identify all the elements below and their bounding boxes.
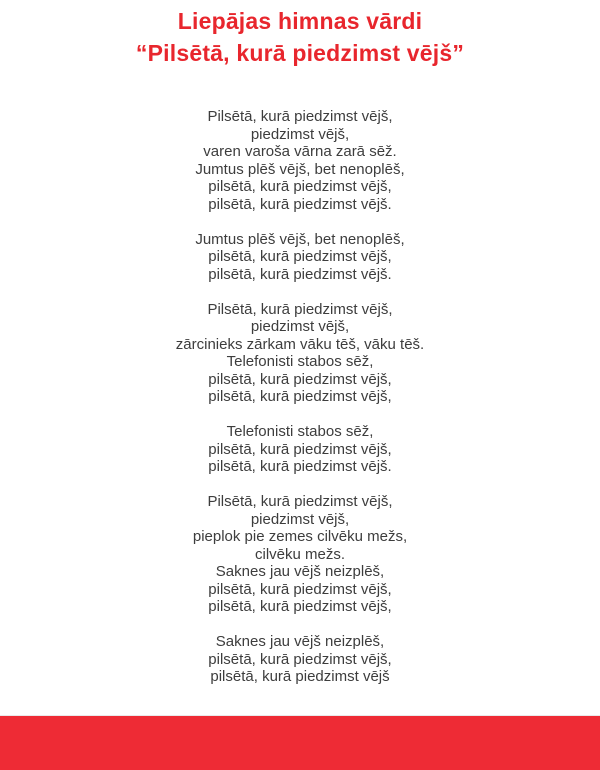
lyric-line: piedzimst vējš,: [250, 125, 350, 143]
lyric-line: cilvēku mežs.: [254, 545, 346, 563]
lyric-line: piedzimst vējš,: [250, 318, 350, 335]
lyric-line: pilsētā, kurā piedzimst vējš.: [208, 265, 392, 283]
lyric-line: Jumtus plēš vējš, bet nenoplēš,: [195, 160, 405, 178]
lyric-line: pilsētā, kurā piedzimst vējš,: [208, 248, 392, 265]
lyric-line: pilsētā, kurā piedzimst vējš: [210, 668, 390, 685]
lyric-line: pilsētā, kurā piedzimst vējš,: [208, 650, 392, 668]
stanza: [0, 493, 600, 616]
lyric-line: pilsētā, kurā piedzimst vējš.: [208, 458, 392, 475]
stanza: [0, 301, 600, 406]
footer-red-band: [0, 715, 600, 770]
lyric-line: pilsētā, kurā piedzimst vējš,: [208, 440, 392, 458]
page-title: Liepājas himnas vārdi: [177, 8, 423, 34]
lyric-line: zārcinieks zārkam vāku tēš, vāku tēš.: [175, 335, 425, 353]
lyric-line: pilsētā, kurā piedzimst vējš,: [208, 580, 392, 598]
lyric-line: Saknes jau vējš neizplēš,: [215, 633, 385, 650]
lyric-line: Jumtus plēš vējš, bet nenoplēš,: [195, 230, 405, 248]
lyric-line: piedzimst vējš,: [250, 510, 350, 528]
lyric-line: pilsētā, kurā piedzimst vējš,: [208, 370, 392, 388]
lyric-line: Pilsētā, kurā piedzimst vējš,: [207, 108, 393, 125]
lyric-line: pieplok pie zemes cilvēku mežs,: [192, 528, 408, 545]
lyric-line: varen varoša vārna zarā sēž.: [203, 143, 397, 160]
document-header: [0, 0, 600, 69]
lyric-line: pilsētā, kurā piedzimst vējš,: [208, 598, 392, 615]
lyric-line: Saknes jau vējš neizplēš,: [215, 563, 385, 580]
lyric-line: Pilsētā, kurā piedzimst vējš,: [207, 493, 393, 510]
lyric-line: Telefonisti stabos sēž,: [226, 353, 374, 370]
lyric-line: pilsētā, kurā piedzimst vējš,: [208, 388, 392, 405]
stanza: [0, 108, 600, 213]
lyric-line: Telefonisti stabos sēž,: [226, 423, 374, 440]
lyric-line: pilsētā, kurā piedzimst vējš.: [208, 195, 392, 213]
page-subtitle: “Pilsētā, kurā piedzimst vējš”: [135, 40, 465, 66]
lyric-line: pilsētā, kurā piedzimst vējš,: [208, 178, 392, 195]
stanza: [0, 231, 600, 284]
stanza: [0, 423, 600, 476]
stanza: [0, 633, 600, 686]
lyrics-block: [0, 108, 600, 686]
lyric-line: Pilsētā, kurā piedzimst vējš,: [207, 300, 393, 318]
